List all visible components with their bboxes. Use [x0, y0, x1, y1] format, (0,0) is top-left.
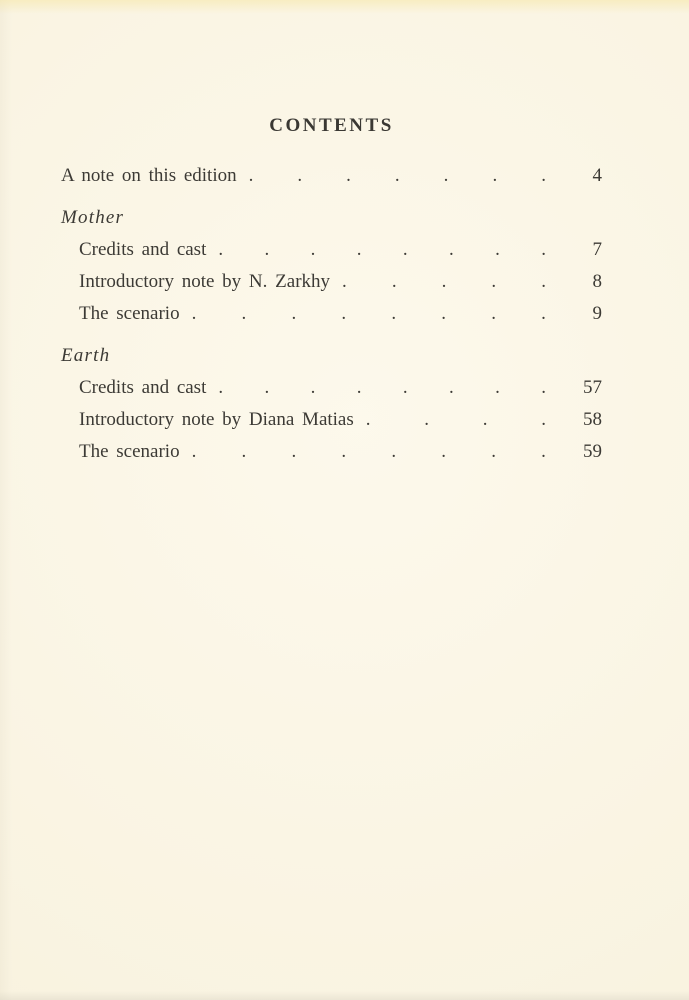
toc-entry [61, 408, 602, 432]
leader-dot: . [495, 239, 500, 260]
leader-dot: . [391, 303, 397, 324]
toc-entry-label: The scenario [79, 303, 180, 324]
leader-dot: . [248, 165, 254, 186]
toc-entry [61, 302, 602, 326]
leader-dot: . [241, 303, 247, 324]
toc-entry [61, 164, 602, 188]
section-heading: Mother [61, 207, 125, 228]
leader-dot: . [297, 165, 303, 186]
leader-dot: . [541, 377, 546, 398]
toc-entry-label: Introductory note by N. Zarkhy [79, 271, 331, 292]
page-number: 9 [592, 303, 602, 324]
leader-dot: . [218, 239, 224, 260]
toc-entry [61, 270, 602, 294]
leader-dot: . [391, 271, 397, 292]
page-number: 57 [583, 377, 602, 398]
leader-dot: . [310, 377, 316, 398]
toc-entry [61, 238, 602, 262]
leader-dot: . [218, 377, 224, 398]
leader-dot: . [495, 377, 500, 398]
leader-dot: . [541, 239, 546, 260]
page-number: 8 [592, 271, 602, 292]
leader-dot: . [264, 377, 270, 398]
dot-leader [342, 270, 546, 294]
leader-dot: . [291, 441, 297, 462]
toc-entry-label: The scenario [79, 441, 180, 462]
leader-dot: . [356, 377, 362, 398]
leader-dot: . [482, 409, 488, 430]
leader-dot: . [441, 303, 447, 324]
dot-leader [218, 376, 546, 400]
toc-entry [61, 440, 602, 464]
leader-dot: . [448, 377, 454, 398]
leader-dot: . [191, 303, 197, 324]
leader-dot: . [402, 239, 408, 260]
leader-dot: . [443, 165, 449, 186]
dot-leader [192, 302, 546, 326]
leader-dot: . [424, 409, 429, 430]
leader-dot: . [541, 303, 546, 324]
leader-dot: . [391, 441, 397, 462]
leader-dot: . [241, 441, 247, 462]
page-number: 59 [583, 441, 602, 462]
leader-dot: . [356, 239, 362, 260]
leader-dot: . [441, 271, 447, 292]
leader-dot: . [310, 239, 316, 260]
page-number: 4 [592, 165, 602, 186]
leader-dot: . [291, 303, 297, 324]
page-number: 58 [583, 409, 602, 430]
dot-leader [218, 238, 546, 262]
leader-dot: . [365, 409, 371, 430]
leader-dot: . [541, 441, 546, 462]
toc-entry-label: A note on this edition [61, 165, 237, 186]
leader-dot: . [264, 239, 270, 260]
leader-dot: . [342, 271, 347, 292]
section-heading: Earth [61, 345, 111, 366]
page-number: 7 [592, 239, 602, 260]
dot-leader [366, 408, 546, 432]
contents-title: CONTENTS [269, 115, 394, 136]
leader-dot: . [541, 409, 546, 430]
leader-dot: . [491, 441, 496, 462]
leader-dot: . [541, 165, 546, 186]
toc-entry-label: Introductory note by Diana Matias [79, 409, 354, 430]
toc-entry [61, 376, 602, 400]
leader-dot: . [448, 239, 454, 260]
toc-entry-label: Credits and cast [79, 239, 207, 260]
leader-dot: . [341, 441, 347, 462]
leader-dot: . [394, 165, 400, 186]
leader-dot: . [341, 303, 347, 324]
leader-dot: . [541, 271, 546, 292]
toc-section-mother [61, 206, 602, 326]
leader-dot: . [491, 303, 496, 324]
leader-dot: . [441, 441, 447, 462]
dot-leader [192, 440, 546, 464]
dot-leader [249, 164, 546, 188]
toc-section-earth [61, 344, 602, 464]
leader-dot: . [491, 271, 497, 292]
leader-dot: . [346, 165, 351, 186]
leader-dot: . [492, 165, 498, 186]
toc-entry-label: Credits and cast [79, 377, 207, 398]
leader-dot: . [402, 377, 408, 398]
leader-dot: . [191, 441, 197, 462]
